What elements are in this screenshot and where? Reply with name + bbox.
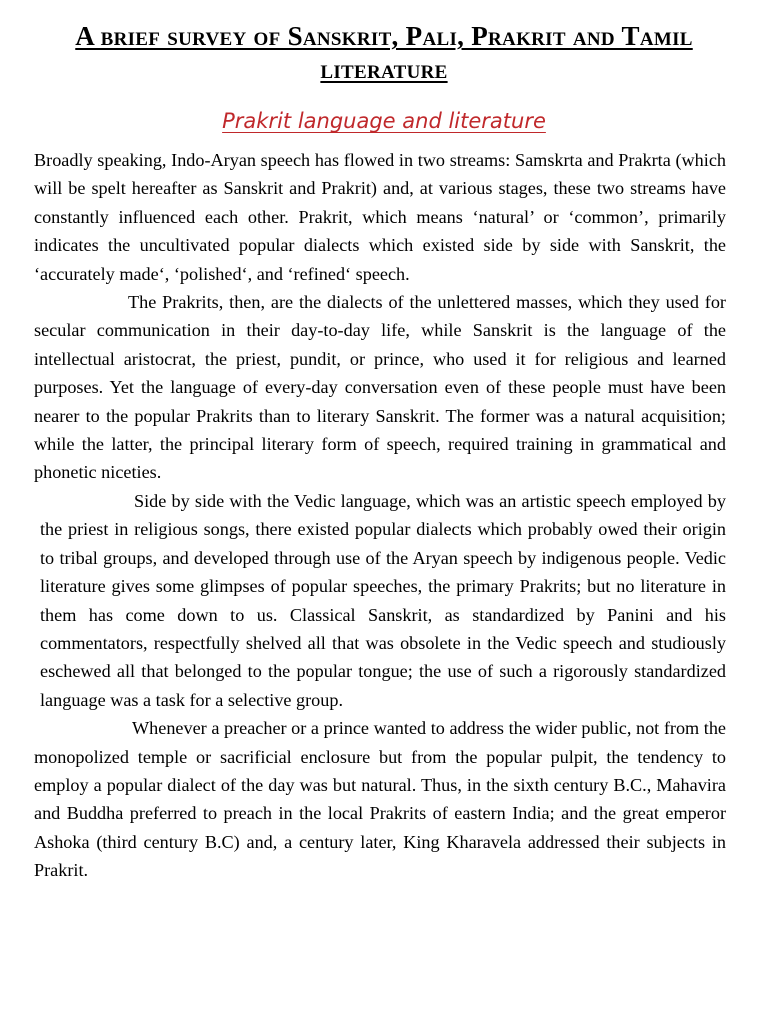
paragraph-4: Whenever a preacher or a prince wanted to address the wider public, not from the monopolized temple or sacrificial enclosure but from the popular pulpit, the tendency to employ a popular dialect of the day was but natural. Thus, in the sixth century B.C., Mahavira and Buddha preferred to preach in the local Prakrits of eastern India; and the great emperor Ashoka (third century B.C) and, a century later, King Kharavela addressed their subjects in Prakrit. [34,718,726,881]
section-heading: Prakrit language and literature [222,109,546,133]
document-body [34,146,726,885]
document-title: A brief survey of Sanskrit, Pali, Prakrit and Tamil literature [75,21,693,84]
paragraph-2: The Prakrits, then, are the dialects of the unlettered masses, which they used for secular communication in their day-to-day life, while Sanskrit is the language of the intellectual aristocrat, the priest, pundit, or prince, who used it for religious and learned purposes. Yet the language of every-day conversation even of these people must have been nearer to the popular Prakrits than to literary Sanskrit. The former was a natural acquisition; while the latter, the principal literary form of speech, required training in grammatical and phonetic niceties. [34,292,726,483]
paragraph-3: Side by side with the Vedic language, which was an artistic speech employed by the priest in religious songs, there existed popular dialects which probably owed their origin to tribal groups, and developed through use of the Aryan speech by indigenous people. Vedic literature gives some glimpses of popular speeches, the primary Prakrits; but no literature in them has come down to us. Classical Sanskrit, as standardized by Panini and his commentators, respectfully shelved all that was obsolete in the Vedic speech and studiously eschewed all that belonged to the popular tongue; the use of such a rigorously standardized language was a task for a selective group. [40,490,726,710]
paragraph-1: Broadly speaking, Indo-Aryan speech has flowed in two streams: Samskrta and Prakrta (which will be spelt hereafter as Sanskrit and Prakrit) and, at various stages, these two streams have constantly influenced each other. Prakrit, which means ‘natural’ or ‘common’, primarily indicates the uncultivated popular dialects which existed side by side with Sanskrit, the ‘accurately made‘, ‘polished‘, and ‘refined‘ speech. [34,150,726,284]
